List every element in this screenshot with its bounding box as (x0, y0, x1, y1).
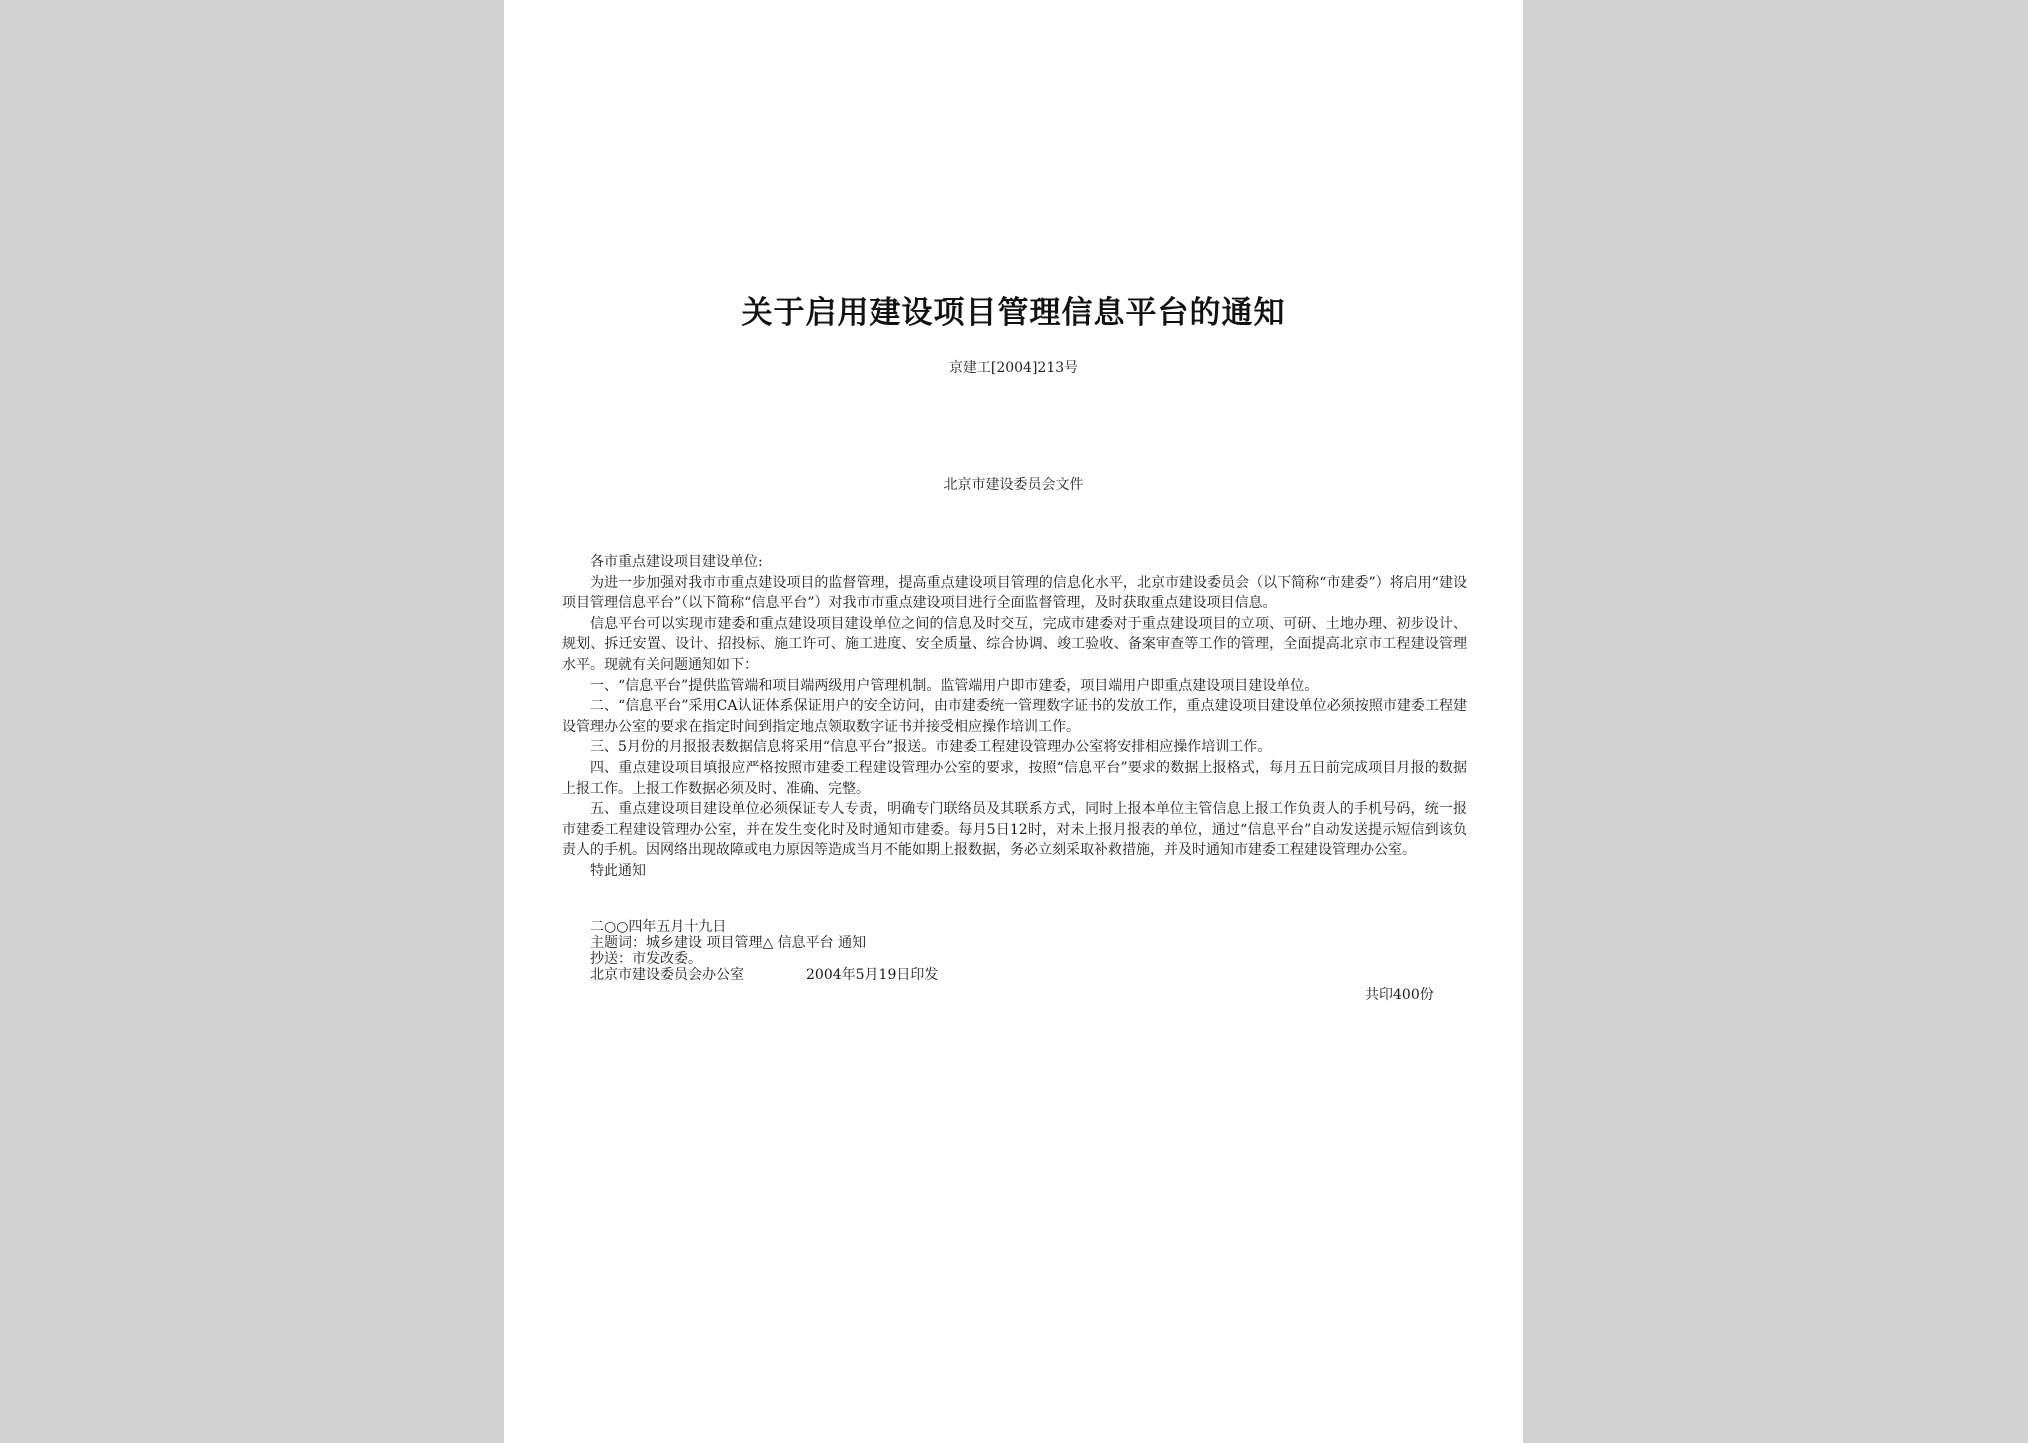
office-name: 北京市建设委员会办公室 (590, 967, 744, 983)
copies-count: 共印400份 (1365, 987, 1434, 1003)
document-body (562, 552, 1467, 882)
subject-words: 主题词：城乡建设 项目管理△ 信息平台 通知 (590, 935, 867, 951)
issuer-line: 北京市建设委员会文件 (943, 477, 1084, 493)
paragraph: 四、重点建设项目填报应严格按照市建委工程建设管理办公室的要求，按照“信息平台”要求的数据上报格式，每月五日前完成项目月报的数据上报工作。上报工作数据必须及时、准确、完整。 (562, 759, 1467, 797)
document-page (504, 0, 1523, 1443)
document-title: 关于启用建设项目管理信息平台的通知 (741, 295, 1286, 331)
paragraph: 信息平台可以实现市建委和重点建设项目建设单位之间的信息及时交互，完成市建委对于重点建设项目的立项、可研、土地办理、初步设计、规划、拆迁安置、设计、招投标、施工许可、施工进度、安全质量、综合协调、竣工验收、备案审查等工作的管理，全面提高北京市工程建设管理水平。现就有关问题通知如下： (562, 615, 1467, 673)
office-line (590, 967, 1490, 983)
paragraph: 五、重点建设项目建设单位必须保证专人专责，明确专门联络员及其联系方式，同时上报本单位主管信息上报工作负责人的手机号码，统一报市建委工程建设管理办公室，并在发生变化时及时通知市建委。每月5日12时，对未上报月报表的单位，通过“信息平台”自动发送提示短信到该负责人的手机。因网络出现故障或电力原因等造成当月不能如期上报数据，务必立刻采取补救措施，并及时通知市建委工程建设管理办公室。 (562, 801, 1467, 859)
paragraph: 一、“信息平台”提供监管端和项目端两级用户管理机制。监管端用户即市建委，项目端用户即重点建设项目建设单位。 (590, 677, 1319, 694)
cc-line: 抄送：市发改委。 (590, 951, 702, 967)
document-date: 二○○四年五月十九日 (590, 919, 727, 935)
salutation: 各市重点建设项目建设单位: (590, 554, 763, 570)
paragraph: 为进一步加强对我市市重点建设项目的监督管理，提高重点建设项目管理的信息化水平，北京市建设委员会（以下简称“市建委”）将启用“建设项目管理信息平台”（以下简称“信息平台”）对我市市重点建设项目进行全面监督管理，及时获取重点建设项目信息。 (562, 574, 1467, 612)
print-date: 2004年5月19日印发 (806, 967, 939, 983)
document-number: 京建工[2004]213号 (948, 360, 1079, 376)
paragraph: 三、5月份的月报报表数据信息将采用“信息平台”报送。市建委工程建设管理办公室将安排相应操作培训工作。 (590, 739, 1272, 756)
closing-remark: 特此通知 (590, 862, 646, 879)
footer-block (590, 919, 1490, 983)
paragraph: 二、“信息平台”采用CA认证体系保证用户的安全访问，由市建委统一管理数字证书的发放工作，重点建设项目建设单位必须按照市建委工程建设管理办公室的要求在指定时间到指定地点领取数字证书并接受相应操作培训工作。 (562, 698, 1467, 735)
